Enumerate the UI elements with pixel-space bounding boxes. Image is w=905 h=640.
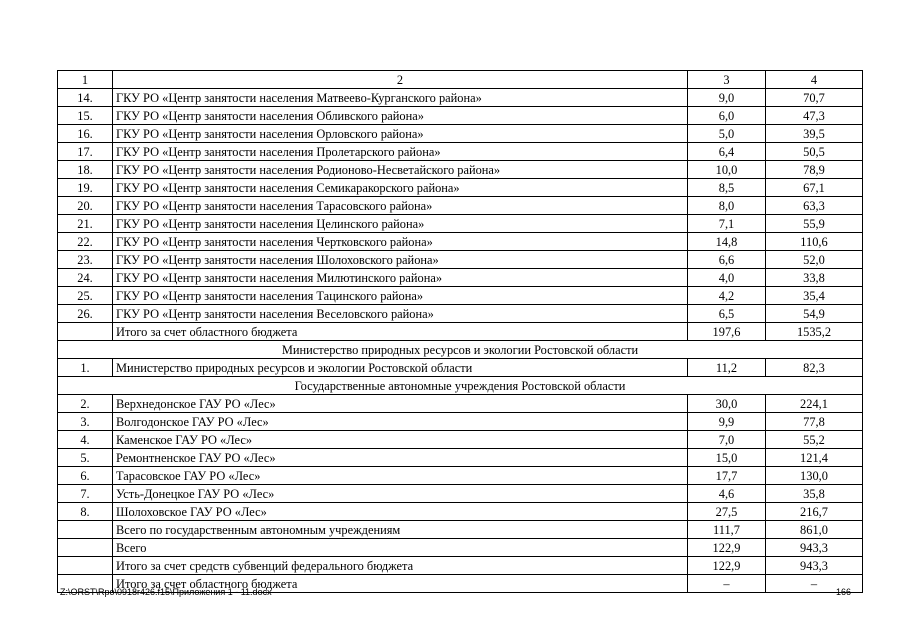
table-row <box>58 539 863 557</box>
table-row <box>58 413 863 431</box>
table-row <box>58 395 863 413</box>
row-value-3: 4,2 <box>688 287 766 305</box>
row-value-3: 5,0 <box>688 125 766 143</box>
row-name: Каменское ГАУ РО «Лес» <box>113 431 688 449</box>
table-row <box>58 287 863 305</box>
row-value-3: 6,5 <box>688 305 766 323</box>
row-value-4: 78,9 <box>766 161 863 179</box>
row-name: Всего <box>113 539 688 557</box>
row-value-3: 10,0 <box>688 161 766 179</box>
row-name: Итого за счет областного бюджета <box>113 323 688 341</box>
row-name: ГКУ РО «Центр занятости населения Веселовского района» <box>113 305 688 323</box>
row-number: 23. <box>58 251 113 269</box>
footer-file-path: Z:\ORST\Rpo\0918r426.f15\Приложения 1 - 11.docx <box>60 587 272 597</box>
row-name: Волгодонское ГАУ РО «Лес» <box>113 413 688 431</box>
row-value-3: 27,5 <box>688 503 766 521</box>
row-value-3: 197,6 <box>688 323 766 341</box>
table-row <box>58 143 863 161</box>
row-value-4: 39,5 <box>766 125 863 143</box>
row-value-3: 4,6 <box>688 485 766 503</box>
row-value-3: 6,6 <box>688 251 766 269</box>
section-heading-row <box>58 377 863 395</box>
row-value-4: 77,8 <box>766 413 863 431</box>
row-value-4: 55,9 <box>766 215 863 233</box>
row-name: Министерство природных ресурсов и экологии Ростовской области <box>113 359 688 377</box>
table-row <box>58 323 863 341</box>
row-value-3: 6,0 <box>688 107 766 125</box>
row-number: 2. <box>58 395 113 413</box>
row-number: 24. <box>58 269 113 287</box>
row-number <box>58 557 113 575</box>
row-number: 8. <box>58 503 113 521</box>
table-row <box>58 161 863 179</box>
row-value-4: 82,3 <box>766 359 863 377</box>
row-value-3: 9,0 <box>688 89 766 107</box>
row-value-3: 9,9 <box>688 413 766 431</box>
section-heading: Министерство природных ресурсов и экологии Ростовской области <box>58 341 863 359</box>
row-number: 19. <box>58 179 113 197</box>
table-row <box>58 305 863 323</box>
row-number: 7. <box>58 485 113 503</box>
row-value-4: 52,0 <box>766 251 863 269</box>
footer-page-number: 166 <box>836 587 852 597</box>
header-cell-3: 3 <box>688 71 766 89</box>
row-value-4: 50,5 <box>766 143 863 161</box>
row-value-4: 130,0 <box>766 467 863 485</box>
row-value-3: 122,9 <box>688 539 766 557</box>
row-name: Верхнедонское ГАУ РО «Лес» <box>113 395 688 413</box>
row-value-4: 216,7 <box>766 503 863 521</box>
table-row <box>58 107 863 125</box>
table-row <box>58 233 863 251</box>
table-row <box>58 503 863 521</box>
row-number: 21. <box>58 215 113 233</box>
table-row <box>58 557 863 575</box>
row-value-4: 121,4 <box>766 449 863 467</box>
table-header-row <box>58 71 863 89</box>
row-name: Усть-Донецкое ГАУ РО «Лес» <box>113 485 688 503</box>
table-row <box>58 215 863 233</box>
row-number: 18. <box>58 161 113 179</box>
row-number: 25. <box>58 287 113 305</box>
header-cell-4: 4 <box>766 71 863 89</box>
table-row <box>58 485 863 503</box>
row-value-3: 4,0 <box>688 269 766 287</box>
row-value-4: 63,3 <box>766 197 863 215</box>
row-value-4: 35,8 <box>766 485 863 503</box>
row-value-4: 110,6 <box>766 233 863 251</box>
row-value-3: 111,7 <box>688 521 766 539</box>
row-name: Шолоховское ГАУ РО «Лес» <box>113 503 688 521</box>
row-number: 17. <box>58 143 113 161</box>
table-row <box>58 89 863 107</box>
row-number: 15. <box>58 107 113 125</box>
budget-table <box>57 70 863 593</box>
row-value-4: – <box>766 575 863 593</box>
row-value-4: 1535,2 <box>766 323 863 341</box>
table-row <box>58 359 863 377</box>
table-row <box>58 197 863 215</box>
row-name: ГКУ РО «Центр занятости населения Тарасовского района» <box>113 197 688 215</box>
row-number <box>58 521 113 539</box>
row-value-4: 943,3 <box>766 557 863 575</box>
row-name: ГКУ РО «Центр занятости населения Орловского района» <box>113 125 688 143</box>
row-name: ГКУ РО «Центр занятости населения Шолоховского района» <box>113 251 688 269</box>
row-value-3: – <box>688 575 766 593</box>
header-cell-1: 1 <box>58 71 113 89</box>
row-name: ГКУ РО «Центр занятости населения Семикаракорского района» <box>113 179 688 197</box>
row-name: ГКУ РО «Центр занятости населения Матвеево-Курганского района» <box>113 89 688 107</box>
row-value-4: 70,7 <box>766 89 863 107</box>
row-value-4: 861,0 <box>766 521 863 539</box>
row-name: ГКУ РО «Центр занятости населения Обливского района» <box>113 107 688 125</box>
table-row <box>58 179 863 197</box>
row-value-3: 11,2 <box>688 359 766 377</box>
row-name: ГКУ РО «Центр занятости населения Чертковского района» <box>113 233 688 251</box>
row-name: Итого за счет средств субвенций федерального бюджета <box>113 557 688 575</box>
row-name: ГКУ РО «Центр занятости населения Целинского района» <box>113 215 688 233</box>
row-number: 3. <box>58 413 113 431</box>
row-name: Тарасовское ГАУ РО «Лес» <box>113 467 688 485</box>
row-value-3: 7,0 <box>688 431 766 449</box>
table-row <box>58 521 863 539</box>
row-value-4: 67,1 <box>766 179 863 197</box>
row-value-4: 33,8 <box>766 269 863 287</box>
row-value-3: 14,8 <box>688 233 766 251</box>
table-row <box>58 269 863 287</box>
row-name: Всего по государственным автономным учреждениям <box>113 521 688 539</box>
section-heading-row <box>58 341 863 359</box>
row-value-4: 943,3 <box>766 539 863 557</box>
row-value-4: 224,1 <box>766 395 863 413</box>
header-cell-2: 2 <box>113 71 688 89</box>
section-heading: Государственные автономные учреждения Ростовской области <box>58 377 863 395</box>
row-value-4: 54,9 <box>766 305 863 323</box>
table-row <box>58 251 863 269</box>
row-number: 5. <box>58 449 113 467</box>
row-number: 14. <box>58 89 113 107</box>
row-name: ГКУ РО «Центр занятости населения Тацинского района» <box>113 287 688 305</box>
row-number: 26. <box>58 305 113 323</box>
row-number: 1. <box>58 359 113 377</box>
table-row <box>58 125 863 143</box>
row-value-3: 122,9 <box>688 557 766 575</box>
row-number: 4. <box>58 431 113 449</box>
row-name: Ремонтненское ГАУ РО «Лес» <box>113 449 688 467</box>
row-number <box>58 539 113 557</box>
row-name: ГКУ РО «Центр занятости населения Милютинского района» <box>113 269 688 287</box>
table-row <box>58 431 863 449</box>
row-number: 16. <box>58 125 113 143</box>
row-value-3: 8,0 <box>688 197 766 215</box>
row-name: ГКУ РО «Центр занятости населения Родионово-Несветайского района» <box>113 161 688 179</box>
row-value-3: 30,0 <box>688 395 766 413</box>
row-value-4: 35,4 <box>766 287 863 305</box>
row-name: Итого за счет областного бюджета <box>113 575 688 593</box>
row-value-3: 17,7 <box>688 467 766 485</box>
row-number: 6. <box>58 467 113 485</box>
row-value-4: 47,3 <box>766 107 863 125</box>
row-number: 20. <box>58 197 113 215</box>
row-value-3: 15,0 <box>688 449 766 467</box>
table-row <box>58 467 863 485</box>
row-value-3: 7,1 <box>688 215 766 233</box>
row-number: 22. <box>58 233 113 251</box>
row-value-4: 55,2 <box>766 431 863 449</box>
table-row <box>58 449 863 467</box>
row-value-3: 8,5 <box>688 179 766 197</box>
row-name: ГКУ РО «Центр занятости населения Пролетарского района» <box>113 143 688 161</box>
row-value-3: 6,4 <box>688 143 766 161</box>
row-number <box>58 323 113 341</box>
